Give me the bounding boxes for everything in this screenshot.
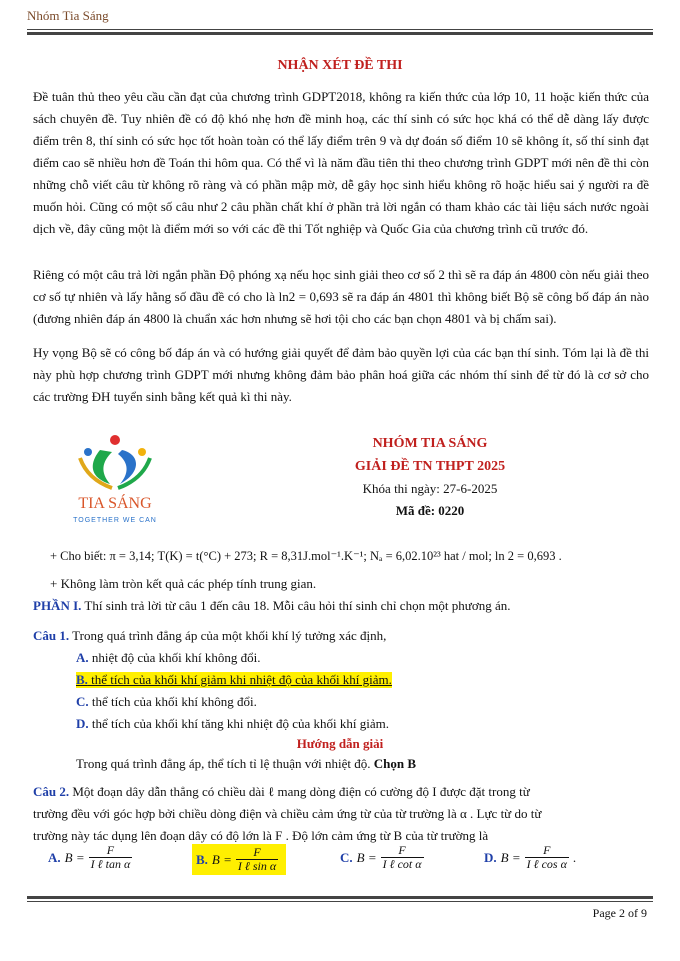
- logo-dot-blue: [84, 448, 92, 456]
- q1-option-a-letter: A.: [76, 650, 89, 665]
- q1-option-c-text: thể tích của khối khí không đổi.: [88, 694, 257, 709]
- q2-option-d-fraction: [525, 844, 569, 871]
- q2-line3: trường này tác dụng lên đoạn dây có độ lớn là F . Độ lớn cảm ứng từ B của từ trường là: [33, 828, 489, 843]
- q2-option-a: [48, 844, 136, 871]
- q2-line2: trường đều với góc hợp bởi chiều dòng điện và chiều cảm ứng từ của từ trường là α . Lực từ do từ: [33, 806, 542, 821]
- q2-label: Câu 2.: [33, 784, 70, 799]
- given-constants: + Cho biết: π = 3,14; T(K) = t(°C) + 273; R = 8,31J.mol⁻¹.K⁻¹; Nₐ = 6,02.10²³ hat / mol; ln 2 = 0,693 .: [50, 549, 562, 563]
- q2-option-c-lhs: B =: [356, 849, 377, 865]
- logo-head-red: [110, 435, 120, 445]
- q2-option-b-fraction: [236, 846, 278, 873]
- q2-option-a-letter: A.: [48, 849, 61, 865]
- header-group-name: Nhóm Tia Sáng: [27, 8, 109, 23]
- q2-option-a-den: I ℓ tan α: [90, 857, 131, 871]
- review-title: NHẬN XÉT ĐỀ THI: [277, 58, 403, 73]
- part1-text: Thí sinh trả lời từ câu 1 đến câu 18. Mỗi câu hỏi thí sinh chỉ chọn một phương án.: [81, 598, 511, 613]
- q2-option-c-letter: C.: [340, 849, 353, 865]
- q2-option-a-lhs: B =: [64, 849, 85, 865]
- exam-title: GIẢI ĐỀ TN THPT 2025: [354, 459, 506, 474]
- q1-option-d-text: thể tích của khối khí tăng khi nhiệt độ của khối khí giảm.: [88, 716, 390, 731]
- q2-option-b-lhs: B =: [211, 851, 232, 867]
- q2-option-b-den: I ℓ sin α: [237, 859, 277, 873]
- q2-option-a-fraction: [89, 844, 133, 871]
- logo-text: TIA SÁNG: [78, 495, 152, 512]
- q2-option-a-num: F: [89, 844, 133, 858]
- review-paragraph-3: Hy vọng Bộ sẽ có công bố đáp án và có hướng giải quyết để đảm bảo quyền lợi của các bạn thí sinh. Tóm lại là đề thi này phù hợp chương trình GDPT mới nhưng không đảm bảo phân hoá giữa các nhóm thí sinh để từ đó là cơ sở cho các trường ĐH tuyển sinh bằng kết quả kì thi này.: [33, 345, 649, 404]
- q2-option-c-num: F: [381, 844, 424, 858]
- q1-guide-title: Hướng dẫn giải: [296, 736, 384, 751]
- q2-option-d-tail: .: [572, 849, 577, 865]
- part1-label: PHẦN I.: [33, 598, 82, 613]
- q1-option-c: [76, 694, 257, 710]
- footer-rule-thin: [27, 901, 653, 902]
- q2-option-c-den: I ℓ cot α: [382, 857, 422, 871]
- q1-option-c-letter: C.: [76, 694, 89, 709]
- q2-option-d-letter: D.: [484, 849, 497, 865]
- exam-group-name: NHÓM TIA SÁNG: [372, 436, 488, 451]
- q2-option-d-num: F: [525, 844, 569, 858]
- given-rounding-note: + Không làm tròn kết quả các phép tính trung gian.: [50, 576, 317, 591]
- tia-sang-logo: [60, 432, 170, 527]
- q1-guide-choice: Chọn B: [373, 756, 417, 771]
- q1-stem: [33, 628, 386, 644]
- q1-guide: [76, 756, 416, 772]
- q2-option-d: [484, 844, 576, 871]
- q2-stem-line1: [33, 784, 530, 800]
- q2-option-b-num: F: [236, 846, 278, 860]
- q2-option-d-lhs: B =: [500, 849, 521, 865]
- q2-option-c-fraction: [381, 844, 424, 871]
- q2-option-b-correct: [192, 844, 286, 875]
- q1-guide-text: Trong quá trình đẳng áp, thể tích tỉ lệ thuận với nhiệt độ.: [76, 756, 374, 771]
- page-number: Page 2 of 9: [592, 906, 647, 920]
- q2-option-c: [340, 844, 428, 871]
- review-paragraph-2: Riêng có một câu trả lời ngắn phần Độ phóng xạ nếu học sinh giải theo cơ số 2 thì sẽ ra đáp án 4800 còn nếu giải theo cơ số tự nhiên và lấy hằng số đầu đề có cho là ln2 = 0,693 sẽ ra đáp án 4801 thì không biết Bộ sẽ công bố đáp án nào (đương nhiên đáp án 4800 là chuẩn xác hơn nhưng sẽ hơi tội cho các bạn chọn 4801 và bị chấm sai).: [33, 267, 649, 326]
- review-paragraph-1: Đề tuân thủ theo yêu cầu cần đạt của chương trình GDPT2018, không ra kiến thức của lớp 10, 11 hoặc kiến thức của sách chuyên đề. Tuy nhiên đề có độ khó nhẹ hơn đề minh hoạ, các thí sinh có sức học khá có thể dễ dàng lấy được điểm trên 8, thí sinh có sức học tốt hoàn toàn có thể lấy điểm trên 9 và dự đoán số điểm 10 sẽ không ít, số thí sinh đạt điểm cao sẽ nhiều hơn đề Toán thi hôm qua. Có thể vì là năm đầu tiên thi theo chương trình GDPT mới nên đề thi còn những chỗ viết câu từ không rõ ràng và có phần mập mờ, dễ gây học sinh hiểu không rõ hoặc hiểu sai ý người ra đề muốn hỏi. Cũng có một số câu như 2 câu phần chất khí ở phần trả lời ngắn có tham khảo các tài liệu sách nước ngoài dịch về, đây cũng một là điểm mới so với các đề thi Tốt nghiệp và Quốc Gia của chương trình cũ trước đó.: [33, 89, 649, 236]
- logo-tagline: TOGETHER WE CAN: [73, 517, 157, 524]
- q1-text: Trong quá trình đẳng áp của một khối khí lý tưởng xác định,: [69, 628, 387, 643]
- part1-heading: [33, 598, 510, 614]
- exam-code: Mã đề: 0220: [395, 503, 465, 518]
- q2-line1: Một đoạn dây dẫn thẳng có chiều dài ℓ mang dòng điện có cường độ I được đặt trong từ: [69, 784, 530, 799]
- q1-option-d-letter: D.: [76, 716, 89, 731]
- header-rule-thick: [27, 32, 653, 35]
- q2-options-row: [0, 844, 680, 880]
- q1-option-a-text: nhiệt độ của khối khí không đổi.: [88, 650, 261, 665]
- q1-option-a: [76, 650, 261, 666]
- q1-option-b-letter: B.: [76, 672, 88, 687]
- q2-option-b-letter: B.: [196, 851, 208, 867]
- q1-option-b-correct: [76, 672, 392, 688]
- header-rule-thin: [27, 29, 653, 30]
- q2-option-d-den: I ℓ cos α: [526, 857, 567, 871]
- q1-label: Câu 1.: [33, 628, 70, 643]
- exam-date: Khóa thi ngày: 27-6-2025: [362, 481, 498, 496]
- footer-rule-thick: [27, 896, 653, 899]
- logo-dot-yellow: [138, 448, 146, 456]
- q1-option-d: [76, 716, 389, 732]
- q1-option-b-text: thể tích của khối khí giảm khi nhiệt độ của khối khí giảm.: [87, 672, 392, 687]
